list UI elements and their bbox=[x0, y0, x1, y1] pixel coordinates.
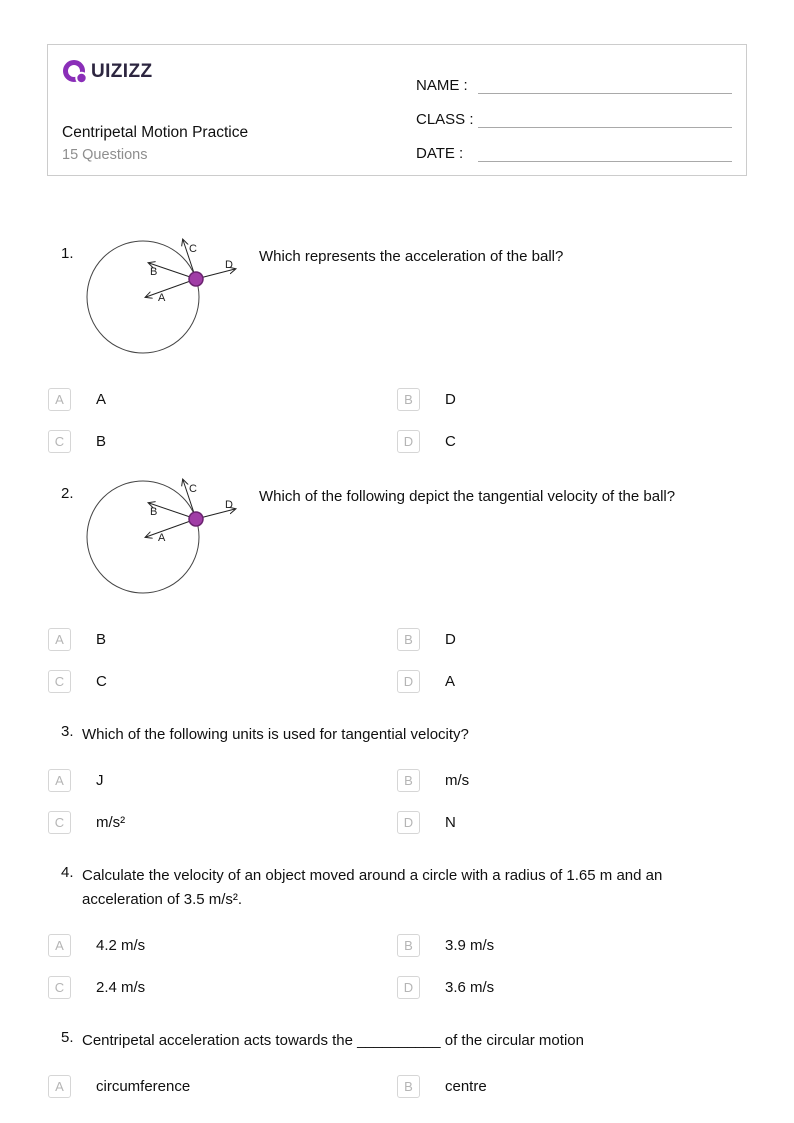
option-text: N bbox=[445, 814, 456, 832]
option-text: C bbox=[445, 433, 456, 450]
question-text: Calculate the velocity of an object moved around a circle with a radius of 1.65 m and an acceleration of 3.5 m/s². bbox=[82, 867, 663, 908]
diagram-label-b: B bbox=[150, 266, 158, 278]
option-text: B bbox=[96, 631, 107, 648]
class-field-line[interactable] bbox=[478, 110, 732, 128]
option-a[interactable] bbox=[48, 769, 397, 792]
option-c[interactable] bbox=[48, 670, 397, 693]
diagram-label-d: D bbox=[225, 499, 233, 511]
option-b[interactable] bbox=[397, 388, 747, 411]
option-letter-box: C bbox=[48, 976, 71, 999]
option-letter-box: A bbox=[48, 769, 71, 792]
option-text: m/s² bbox=[96, 814, 126, 832]
quizizz-q-icon bbox=[62, 58, 90, 86]
date-field-line[interactable] bbox=[478, 144, 732, 162]
date-field bbox=[416, 140, 732, 162]
option-text: J bbox=[96, 772, 104, 790]
diagram-label-b: B bbox=[150, 506, 158, 518]
question-text: Which of the following depict the tangential velocity of the ball? bbox=[259, 488, 676, 505]
date-field-label: DATE : bbox=[416, 145, 464, 162]
option-c[interactable] bbox=[48, 976, 397, 999]
diagram-label-c: C bbox=[189, 483, 197, 495]
question-text: Which of the following units is used for tangential velocity? bbox=[82, 726, 469, 743]
answer-options bbox=[47, 388, 747, 453]
option-text: 4.2 m/s bbox=[96, 936, 146, 954]
option-text: circumference bbox=[96, 1078, 191, 1095]
option-letter-box: D bbox=[397, 811, 420, 834]
option-letter-box: C bbox=[48, 670, 71, 693]
option-text: m/s bbox=[445, 772, 470, 790]
question-4 bbox=[47, 864, 747, 999]
option-letter-box: A bbox=[48, 388, 71, 411]
diagram-label-c: C bbox=[189, 243, 197, 255]
option-letter-box: A bbox=[48, 934, 71, 957]
option-text: A bbox=[445, 673, 456, 690]
option-c[interactable] bbox=[48, 811, 397, 834]
quizizz-logo-text: UIZIZZ bbox=[91, 61, 153, 82]
question-number: 4. bbox=[61, 864, 74, 882]
option-a[interactable] bbox=[48, 1075, 397, 1098]
answer-options bbox=[47, 628, 747, 693]
diagram-label-a: A bbox=[158, 292, 166, 304]
option-letter-box: B bbox=[397, 628, 420, 651]
option-letter-box: D bbox=[397, 430, 420, 453]
option-b[interactable] bbox=[397, 1075, 747, 1098]
answer-options bbox=[47, 769, 747, 834]
option-letter-box: B bbox=[397, 1075, 420, 1098]
option-d[interactable] bbox=[397, 811, 747, 834]
page-title: Centripetal Motion Practice bbox=[62, 124, 249, 141]
option-text: B bbox=[96, 433, 107, 450]
option-letter-box: D bbox=[397, 976, 420, 999]
class-field bbox=[416, 106, 732, 128]
option-letter-box: B bbox=[397, 769, 420, 792]
class-field-label: CLASS : bbox=[416, 111, 474, 128]
question-number: 2. bbox=[61, 485, 74, 502]
option-letter-box: B bbox=[397, 934, 420, 957]
diagram-label-d: D bbox=[225, 259, 233, 271]
option-letter-box: A bbox=[48, 1075, 71, 1098]
question-text: Centripetal acceleration acts towards the __________ of the circular motion bbox=[82, 1031, 584, 1049]
option-text: D bbox=[445, 391, 456, 408]
name-field-label: NAME : bbox=[416, 77, 468, 94]
option-b[interactable] bbox=[397, 934, 747, 957]
option-text: 3.9 m/s bbox=[445, 936, 495, 954]
question-3 bbox=[47, 723, 747, 834]
option-b[interactable] bbox=[397, 628, 747, 651]
worksheet-header bbox=[47, 44, 747, 176]
student-fields bbox=[416, 58, 732, 163]
question-text: Which represents the acceleration of the ball? bbox=[259, 248, 564, 265]
option-text: C bbox=[96, 673, 107, 690]
diagram-label-a: A bbox=[158, 532, 166, 544]
option-letter-box: A bbox=[48, 628, 71, 651]
option-text: D bbox=[445, 631, 456, 648]
option-a[interactable] bbox=[48, 388, 397, 411]
option-text: centre bbox=[445, 1078, 487, 1095]
option-d[interactable] bbox=[397, 670, 747, 693]
option-letter-box: D bbox=[397, 670, 420, 693]
name-field-line[interactable] bbox=[478, 76, 732, 94]
question-count: 15 Questions bbox=[62, 147, 148, 163]
option-c[interactable] bbox=[48, 430, 397, 453]
option-a[interactable] bbox=[48, 934, 397, 957]
circular-motion-diagram bbox=[86, 477, 246, 597]
answer-options bbox=[47, 934, 747, 999]
question-number: 3. bbox=[61, 723, 74, 740]
option-letter-box: B bbox=[397, 388, 420, 411]
ball bbox=[189, 272, 203, 286]
option-a[interactable] bbox=[48, 628, 397, 651]
option-text: 3.6 m/s bbox=[445, 978, 495, 996]
question-number: 5. bbox=[61, 1028, 74, 1046]
option-text: A bbox=[96, 391, 107, 408]
option-text: 2.4 m/s bbox=[96, 978, 146, 996]
option-letter-box: C bbox=[48, 430, 71, 453]
question-5 bbox=[47, 1029, 747, 1098]
header-left bbox=[62, 58, 248, 163]
option-letter-box: C bbox=[48, 811, 71, 834]
answer-options bbox=[47, 1075, 747, 1098]
circular-motion-diagram bbox=[86, 237, 246, 357]
option-d[interactable] bbox=[397, 976, 747, 999]
title-block bbox=[62, 124, 248, 163]
question-1 bbox=[47, 237, 747, 453]
option-d[interactable] bbox=[397, 430, 747, 453]
option-b[interactable] bbox=[397, 769, 747, 792]
question-number: 1. bbox=[61, 245, 74, 262]
quizizz-logo bbox=[62, 58, 248, 86]
name-field bbox=[416, 72, 732, 94]
ball bbox=[189, 512, 203, 526]
question-2 bbox=[47, 477, 747, 693]
